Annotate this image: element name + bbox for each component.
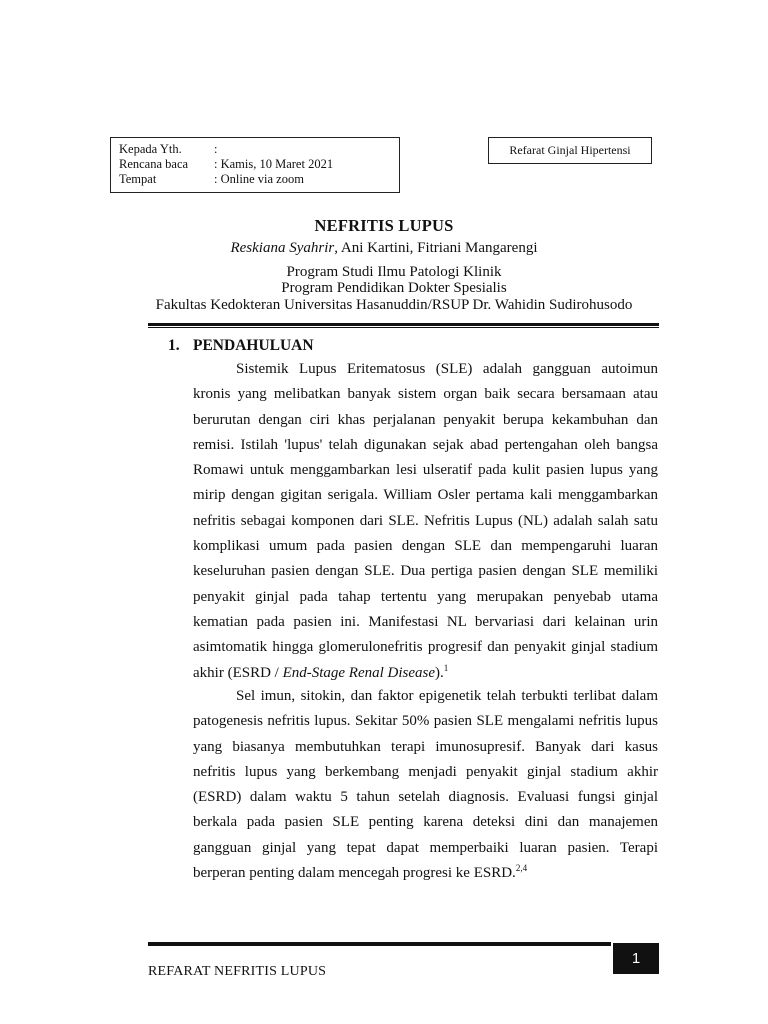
footer-rule xyxy=(148,942,611,946)
paragraph-1-text: Sistemik Lupus Eritematosus (SLE) adalah gangguan autoimun kronis yang melibatkan banyak sistem organ baik secara bersamaan atau berurutan dengan ciri khas perjalanan penyakit berupa kekambuhan dan remisi. Istilah 'lupus' telah digunakan sejak abad pertengahan oleh bangsa Romawi untuk menggambarkan lesi ulseratif pada kulit pasien lupus yang mirip dengan gigitan serigala. William Osler pertama kali menggambarkan nefritis sebagai komponen dari SLE. Nefritis Lupus (NL) adalah salah satu komplikasi umum pada pasien dengan SLE dan mempengaruhi luaran keseluruhan pasien dengan SLE. Dua pertiga pasien dengan SLE memiliki penyakit ginjal pada tahap tertentu yang merupakan penyebab utama kematian pada pasien ini. Manifestasi NL bervariasi dari kelainan urin asimtomatik hingga glomerulonefritis progresif dan penyakit ginjal stadium akhir (ESRD / xyxy=(193,361,658,681)
authors-line xyxy=(0,240,768,257)
header-rule xyxy=(148,323,659,326)
info-label: Rencana baca xyxy=(119,157,189,171)
page-number: 1 xyxy=(613,943,659,974)
paragraph-1 xyxy=(193,357,658,686)
co-authors: , Ani Kartini, Fitriani Mangarengi xyxy=(334,240,538,256)
section-number: 1. xyxy=(168,337,180,354)
citation-ref: 1 xyxy=(443,662,449,673)
footer-title: REFARAT NEFRITIS LUPUS xyxy=(148,964,327,979)
citation-ref: 2,4 xyxy=(515,863,528,874)
paragraph-2-text: Sel imun, sitokin, dan faktor epigenetik telah terbukti terlibat dalam patogenesis nefritis lupus. Sekitar 50% pasien SLE mengalami nefritis lupus yang biasanya membutuhkan terapi imunosupresif. Banyak dari kasus nefritis lupus yang berkembang menjadi penyakit ginjal stadium akhir (ESRD) dalam waktu 5 tahun setelah diagnosis. Evaluasi fungsi ginjal berkala pada pasien SLE penting karena deteksi dini dan manajemen gangguan ginjal yang tepat dapat memperbaiki luaran pasien. Terapi berperan penting dalam mencegah progresi ke ESRD. xyxy=(193,688,658,882)
paragraph-2 xyxy=(193,684,658,886)
affiliation-line-2: Program Pendidikan Dokter Spesialis xyxy=(281,280,507,296)
meeting-info-box xyxy=(110,137,400,193)
info-value: : xyxy=(214,142,218,156)
section-heading xyxy=(168,337,314,355)
category-box: Refarat Ginjal Hipertensi xyxy=(488,137,652,164)
info-row-schedule xyxy=(119,157,399,172)
info-value: : Kamis, 10 Maret 2021 xyxy=(214,157,334,171)
affiliation-line-1: Program Studi Ilmu Patologi Klinik xyxy=(286,264,502,280)
info-label: Kepada Yth. xyxy=(119,142,182,156)
first-author: Reskiana Syahrir xyxy=(230,240,335,256)
paragraph-1-italic: End-Stage Renal Disease xyxy=(282,664,436,681)
info-value: : Online via zoom xyxy=(214,172,304,186)
document-title: NEFRITIS LUPUS xyxy=(314,216,454,235)
section-title: PENDAHULUAN xyxy=(193,337,314,354)
paragraph-1-end: ). xyxy=(435,664,444,681)
affiliation-line-3: Fakultas Kedokteran Universitas Hasanuddin/RSUP Dr. Wahidin Sudirohusodo xyxy=(155,297,633,313)
info-row-recipient xyxy=(119,142,399,157)
header-rule-thin xyxy=(148,327,659,328)
info-label: Tempat xyxy=(119,172,157,186)
info-row-place xyxy=(119,172,399,187)
